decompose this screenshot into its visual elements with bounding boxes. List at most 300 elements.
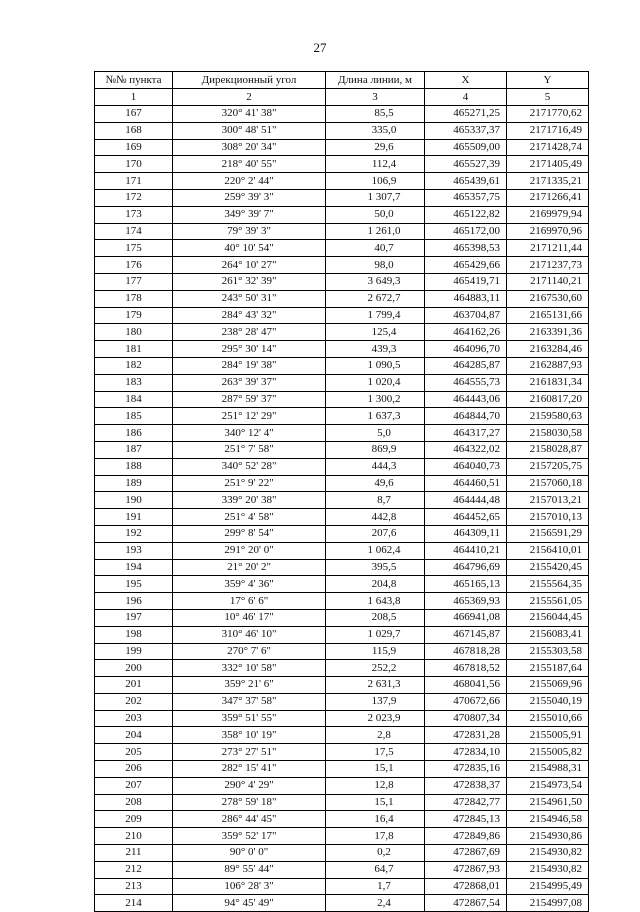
column-number: 5 [507,89,589,106]
cell-line-length: 15,1 [326,761,425,778]
cell-direction-angle: 89° 55' 44" [173,861,326,878]
cell-y: 2158028,87 [507,441,589,458]
cell-direction-angle: 332° 10' 58" [173,660,326,677]
cell-point-number: 200 [95,660,173,677]
cell-point-number: 182 [95,357,173,374]
cell-line-length: 2 631,3 [326,677,425,694]
cell-y: 2155069,96 [507,677,589,694]
cell-line-length: 2,4 [326,895,425,912]
table-row [95,475,589,492]
cell-direction-angle: 290° 4' 29" [173,777,326,794]
table-row [95,458,589,475]
cell-x: 465527,39 [425,156,507,173]
cell-line-length: 1 090,5 [326,357,425,374]
cell-x: 465439,61 [425,173,507,190]
table-row [95,542,589,559]
cell-direction-angle: 251° 4' 58" [173,509,326,526]
cell-y: 2155040,19 [507,693,589,710]
table-row [95,122,589,139]
cell-x: 464443,06 [425,391,507,408]
cell-line-length: 98,0 [326,257,425,274]
cell-direction-angle: 40° 10' 54" [173,240,326,257]
cell-x: 472835,16 [425,761,507,778]
cell-direction-angle: 359° 51' 55" [173,710,326,727]
table-row [95,761,589,778]
table-row [95,677,589,694]
cell-point-number: 209 [95,811,173,828]
cell-x: 464162,26 [425,324,507,341]
table-row [95,895,589,912]
cell-y: 2160817,20 [507,391,589,408]
cell-y: 2163284,46 [507,341,589,358]
cell-y: 2156083,41 [507,626,589,643]
cell-x: 472867,69 [425,845,507,862]
table-row [95,341,589,358]
cell-y: 2157060,18 [507,475,589,492]
table-row [95,878,589,895]
table-row [95,156,589,173]
cell-line-length: 106,9 [326,173,425,190]
table-body [95,106,589,912]
cell-x: 465419,71 [425,273,507,290]
table-row [95,643,589,660]
cell-y: 2157010,13 [507,509,589,526]
cell-line-length: 125,4 [326,324,425,341]
cell-y: 2155420,45 [507,559,589,576]
cell-point-number: 199 [95,643,173,660]
cell-direction-angle: 251° 9' 22" [173,475,326,492]
cell-y: 2171335,21 [507,173,589,190]
cell-direction-angle: 339° 20' 38" [173,492,326,509]
cell-x: 467145,87 [425,626,507,643]
cell-point-number: 197 [95,609,173,626]
cell-line-length: 12,8 [326,777,425,794]
cell-y: 2171428,74 [507,139,589,156]
cell-x: 464555,73 [425,374,507,391]
cell-point-number: 194 [95,559,173,576]
cell-line-length: 0,2 [326,845,425,862]
cell-point-number: 185 [95,408,173,425]
cell-point-number: 192 [95,525,173,542]
cell-y: 2154930,86 [507,828,589,845]
cell-point-number: 204 [95,727,173,744]
table-row [95,744,589,761]
cell-point-number: 177 [95,273,173,290]
header-y: Y [507,72,589,89]
cell-x: 472867,54 [425,895,507,912]
table-row [95,206,589,223]
cell-y: 2155005,91 [507,727,589,744]
cell-line-length: 16,4 [326,811,425,828]
cell-direction-angle: 349° 39' 7" [173,206,326,223]
cell-y: 2171237,73 [507,257,589,274]
table-row [95,273,589,290]
table-row [95,189,589,206]
coordinates-table [94,71,589,912]
cell-direction-angle: 299° 8' 54" [173,525,326,542]
table-row [95,290,589,307]
page-number: 27 [313,40,327,55]
cell-direction-angle: 106° 28' 3" [173,878,326,895]
cell-direction-angle: 358° 10' 19" [173,727,326,744]
cell-direction-angle: 359° 4' 36" [173,576,326,593]
table-row [95,693,589,710]
cell-y: 2155005,82 [507,744,589,761]
cell-x: 465509,00 [425,139,507,156]
cell-point-number: 183 [95,374,173,391]
table-row [95,794,589,811]
cell-line-length: 395,5 [326,559,425,576]
cell-line-length: 40,7 [326,240,425,257]
cell-x: 464285,87 [425,357,507,374]
cell-direction-angle: 94° 45' 49" [173,895,326,912]
table-row [95,811,589,828]
cell-x: 472867,93 [425,861,507,878]
cell-y: 2154930,82 [507,845,589,862]
cell-point-number: 201 [95,677,173,694]
cell-point-number: 178 [95,290,173,307]
cell-direction-angle: 17° 6' 6" [173,593,326,610]
table-row [95,845,589,862]
cell-y: 2155564,35 [507,576,589,593]
cell-x: 472845,13 [425,811,507,828]
cell-line-length: 1 637,3 [326,408,425,425]
cell-x: 465357,75 [425,189,507,206]
cell-direction-angle: 310° 46' 10" [173,626,326,643]
table-column-numbers-row [95,89,589,106]
cell-y: 2155561,05 [507,593,589,610]
cell-point-number: 212 [95,861,173,878]
cell-line-length: 137,9 [326,693,425,710]
cell-x: 465429,66 [425,257,507,274]
table-row [95,509,589,526]
column-number: 3 [326,89,425,106]
cell-direction-angle: 320° 41' 38" [173,106,326,123]
cell-y: 2157013,21 [507,492,589,509]
cell-direction-angle: 286° 44' 45" [173,811,326,828]
cell-line-length: 1 029,7 [326,626,425,643]
table-row [95,139,589,156]
cell-y: 2157205,75 [507,458,589,475]
cell-y: 2154961,50 [507,794,589,811]
cell-point-number: 196 [95,593,173,610]
cell-point-number: 190 [95,492,173,509]
cell-x: 464040,73 [425,458,507,475]
cell-direction-angle: 287° 59' 37" [173,391,326,408]
cell-line-length: 5,0 [326,425,425,442]
cell-x: 472868,01 [425,878,507,895]
cell-direction-angle: 218° 40' 55" [173,156,326,173]
cell-line-length: 1 062,4 [326,542,425,559]
cell-line-length: 3 649,3 [326,273,425,290]
cell-y: 2167530,60 [507,290,589,307]
cell-point-number: 202 [95,693,173,710]
cell-y: 2159580,63 [507,408,589,425]
cell-x: 464322,02 [425,441,507,458]
cell-line-length: 204,8 [326,576,425,593]
cell-point-number: 168 [95,122,173,139]
cell-direction-angle: 270° 7' 6" [173,643,326,660]
cell-direction-angle: 308° 20' 34" [173,139,326,156]
cell-direction-angle: 10° 46' 17" [173,609,326,626]
table-row [95,223,589,240]
cell-y: 2171140,21 [507,273,589,290]
table-row [95,710,589,727]
table-row [95,593,589,610]
cell-line-length: 17,5 [326,744,425,761]
cell-y: 2158030,58 [507,425,589,442]
cell-x: 464460,51 [425,475,507,492]
cell-point-number: 198 [95,626,173,643]
cell-direction-angle: 261° 32' 39" [173,273,326,290]
cell-direction-angle: 264° 10' 27" [173,257,326,274]
cell-y: 2155010,66 [507,710,589,727]
cell-y: 2163391,36 [507,324,589,341]
cell-y: 2162887,93 [507,357,589,374]
table-header-row [95,72,589,89]
cell-direction-angle: 284° 19' 38" [173,357,326,374]
cell-line-length: 439,3 [326,341,425,358]
cell-x: 465172,00 [425,223,507,240]
cell-point-number: 207 [95,777,173,794]
table-row [95,425,589,442]
cell-x: 467818,52 [425,660,507,677]
cell-x: 464796,69 [425,559,507,576]
cell-y: 2155187,64 [507,660,589,677]
table-row [95,374,589,391]
cell-direction-angle: 340° 12' 4" [173,425,326,442]
table-row [95,492,589,509]
cell-point-number: 176 [95,257,173,274]
cell-x: 472849,86 [425,828,507,845]
cell-point-number: 189 [95,475,173,492]
cell-line-length: 1 300,2 [326,391,425,408]
cell-x: 466941,08 [425,609,507,626]
header-point-number: №№ пункта [95,72,173,89]
cell-point-number: 181 [95,341,173,358]
cell-point-number: 208 [95,794,173,811]
cell-line-length: 2 023,9 [326,710,425,727]
cell-line-length: 115,9 [326,643,425,660]
cell-x: 465337,37 [425,122,507,139]
cell-direction-angle: 220° 2' 44" [173,173,326,190]
table-row [95,391,589,408]
cell-line-length: 112,4 [326,156,425,173]
cell-line-length: 869,9 [326,441,425,458]
cell-line-length: 442,8 [326,509,425,526]
cell-y: 2171405,49 [507,156,589,173]
cell-x: 464096,70 [425,341,507,358]
table-row [95,559,589,576]
cell-point-number: 211 [95,845,173,862]
cell-y: 2156044,45 [507,609,589,626]
table-row [95,626,589,643]
cell-point-number: 174 [95,223,173,240]
cell-point-number: 205 [95,744,173,761]
cell-direction-angle: 263° 39' 37" [173,374,326,391]
cell-x: 467818,28 [425,643,507,660]
table-row [95,173,589,190]
cell-x: 472831,28 [425,727,507,744]
cell-line-length: 252,2 [326,660,425,677]
table-row [95,576,589,593]
cell-line-length: 1 799,4 [326,307,425,324]
cell-line-length: 2,8 [326,727,425,744]
cell-point-number: 187 [95,441,173,458]
cell-point-number: 206 [95,761,173,778]
table-row [95,861,589,878]
header-x: X [425,72,507,89]
cell-point-number: 186 [95,425,173,442]
cell-y: 2154973,54 [507,777,589,794]
cell-direction-angle: 90° 0' 0" [173,845,326,862]
cell-y: 2165131,66 [507,307,589,324]
cell-y: 2171211,44 [507,240,589,257]
cell-x: 464883,11 [425,290,507,307]
cell-y: 2154995,49 [507,878,589,895]
column-number: 1 [95,89,173,106]
cell-x: 464444,48 [425,492,507,509]
cell-line-length: 8,7 [326,492,425,509]
cell-y: 2154930,82 [507,861,589,878]
cell-point-number: 191 [95,509,173,526]
cell-line-length: 49,6 [326,475,425,492]
cell-line-length: 1 261,0 [326,223,425,240]
cell-line-length: 17,8 [326,828,425,845]
cell-direction-angle: 359° 21' 6" [173,677,326,694]
cell-direction-angle: 359° 52' 17" [173,828,326,845]
cell-line-length: 15,1 [326,794,425,811]
cell-point-number: 169 [95,139,173,156]
cell-point-number: 171 [95,173,173,190]
cell-line-length: 1 307,7 [326,189,425,206]
cell-x: 465122,82 [425,206,507,223]
cell-x: 465369,93 [425,593,507,610]
table-row [95,525,589,542]
cell-point-number: 188 [95,458,173,475]
cell-x: 472838,37 [425,777,507,794]
table-row [95,240,589,257]
cell-line-length: 207,6 [326,525,425,542]
cell-point-number: 175 [95,240,173,257]
cell-x: 464317,27 [425,425,507,442]
cell-y: 2156591,29 [507,525,589,542]
cell-direction-angle: 251° 12' 29" [173,408,326,425]
cell-direction-angle: 291° 20' 0" [173,542,326,559]
cell-line-length: 1 643,8 [326,593,425,610]
cell-direction-angle: 238° 28' 47" [173,324,326,341]
cell-y: 2154997,08 [507,895,589,912]
header-line-length: Длина линии, м [326,72,425,89]
cell-point-number: 203 [95,710,173,727]
header-direction-angle: Дирекционный угол [173,72,326,89]
cell-y: 2171770,62 [507,106,589,123]
cell-point-number: 179 [95,307,173,324]
cell-line-length: 208,5 [326,609,425,626]
cell-x: 465165,13 [425,576,507,593]
cell-x: 470807,34 [425,710,507,727]
table-row [95,727,589,744]
cell-x: 472834,10 [425,744,507,761]
cell-line-length: 1,7 [326,878,425,895]
cell-line-length: 50,0 [326,206,425,223]
table-row [95,609,589,626]
cell-x: 465271,25 [425,106,507,123]
cell-direction-angle: 273° 27' 51" [173,744,326,761]
column-number: 4 [425,89,507,106]
cell-y: 2171716,49 [507,122,589,139]
cell-y: 2154946,58 [507,811,589,828]
cell-direction-angle: 251° 7' 58" [173,441,326,458]
cell-direction-angle: 282° 15' 41" [173,761,326,778]
cell-point-number: 213 [95,878,173,895]
cell-direction-angle: 21° 20' 2" [173,559,326,576]
table-row [95,828,589,845]
cell-line-length: 444,3 [326,458,425,475]
cell-y: 2161831,34 [507,374,589,391]
cell-line-length: 335,0 [326,122,425,139]
cell-x: 468041,56 [425,677,507,694]
cell-line-length: 64,7 [326,861,425,878]
cell-y: 2156410,01 [507,542,589,559]
column-number: 2 [173,89,326,106]
cell-point-number: 184 [95,391,173,408]
cell-point-number: 195 [95,576,173,593]
cell-direction-angle: 295° 30' 14" [173,341,326,358]
table-row [95,777,589,794]
cell-x: 463704,87 [425,307,507,324]
cell-direction-angle: 284° 43' 32" [173,307,326,324]
cell-y: 2169970,96 [507,223,589,240]
cell-direction-angle: 340° 52' 28" [173,458,326,475]
table-row [95,357,589,374]
table-row [95,257,589,274]
cell-y: 2155303,58 [507,643,589,660]
cell-direction-angle: 79° 39' 3" [173,223,326,240]
table-row [95,441,589,458]
cell-point-number: 180 [95,324,173,341]
cell-y: 2169979,94 [507,206,589,223]
cell-direction-angle: 259° 39' 3" [173,189,326,206]
cell-x: 470672,66 [425,693,507,710]
cell-line-length: 1 020,4 [326,374,425,391]
table-row [95,324,589,341]
cell-point-number: 172 [95,189,173,206]
cell-y: 2171266,41 [507,189,589,206]
cell-x: 464452,65 [425,509,507,526]
cell-line-length: 2 672,7 [326,290,425,307]
cell-point-number: 167 [95,106,173,123]
cell-y: 2154988,31 [507,761,589,778]
table-row [95,307,589,324]
cell-x: 464309,11 [425,525,507,542]
table-row [95,408,589,425]
cell-direction-angle: 347° 37' 58" [173,693,326,710]
cell-x: 465398,53 [425,240,507,257]
cell-x: 464410,21 [425,542,507,559]
cell-line-length: 85,5 [326,106,425,123]
cell-point-number: 170 [95,156,173,173]
table-row [95,106,589,123]
cell-point-number: 193 [95,542,173,559]
cell-direction-angle: 300° 48' 51" [173,122,326,139]
cell-direction-angle: 243° 50' 31" [173,290,326,307]
cell-direction-angle: 278° 59' 18" [173,794,326,811]
cell-point-number: 210 [95,828,173,845]
cell-x: 472842,77 [425,794,507,811]
cell-line-length: 29,6 [326,139,425,156]
cell-point-number: 173 [95,206,173,223]
